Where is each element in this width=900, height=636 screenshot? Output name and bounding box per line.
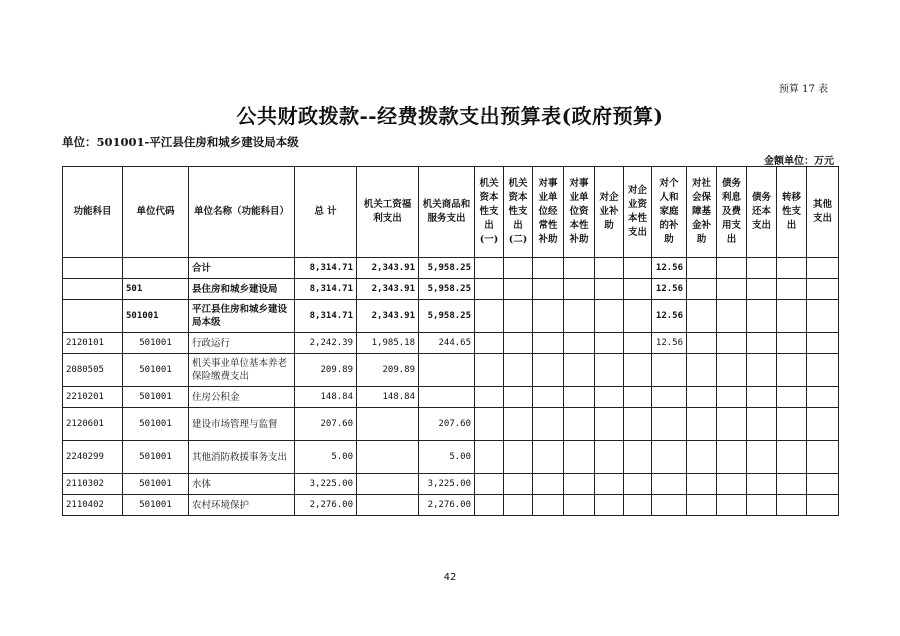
empty-cell: [564, 354, 595, 387]
empty-cell: [807, 258, 839, 279]
table-row: [63, 279, 839, 300]
empty-cell: [777, 474, 807, 495]
empty-cell: [687, 441, 717, 474]
empty-cell: [687, 354, 717, 387]
wage-welfare-cell: 1,985.18: [357, 333, 419, 354]
empty-cell: [564, 387, 595, 408]
empty-cell: [564, 333, 595, 354]
header-cell: 对企业资本性支出: [624, 167, 652, 258]
empty-cell: [595, 474, 624, 495]
empty-cell: [533, 495, 564, 516]
unit-code-cell: 501001: [123, 387, 189, 408]
total-cell: 8,314.71: [295, 258, 357, 279]
empty-cell: [807, 300, 839, 333]
total-cell: 148.84: [295, 387, 357, 408]
empty-cell: [533, 408, 564, 441]
unit-code-cell: 501001: [123, 333, 189, 354]
empty-cell: [747, 408, 777, 441]
function-code-cell: [63, 258, 123, 279]
unit-label: 单位：501001-平江县住房和城乡建设局本级: [62, 135, 299, 149]
personal-subsidy-cell: 12.56: [652, 333, 687, 354]
unit-code-cell: [123, 258, 189, 279]
header-cell: 对企业补助: [595, 167, 624, 258]
empty-cell: [777, 354, 807, 387]
empty-cell: [807, 354, 839, 387]
table-row: [63, 441, 839, 474]
empty-cell: [595, 387, 624, 408]
unit-name-cell: 农村环境保护: [189, 495, 295, 516]
empty-cell: [624, 387, 652, 408]
header-cell: 转移性支出: [777, 167, 807, 258]
wage-welfare-cell: [357, 441, 419, 474]
unit-name-cell: 住房公积金: [189, 387, 295, 408]
total-cell: 207.60: [295, 408, 357, 441]
empty-cell: [533, 258, 564, 279]
table-row: [63, 387, 839, 408]
empty-cell: [504, 474, 533, 495]
table-row: [63, 408, 839, 441]
goods-services-cell: 207.60: [419, 408, 475, 441]
budget-table: [62, 166, 839, 516]
empty-cell: [564, 441, 595, 474]
empty-cell: [504, 300, 533, 333]
empty-cell: [807, 495, 839, 516]
empty-cell: [624, 408, 652, 441]
unit-code-cell: 501001: [123, 474, 189, 495]
empty-cell: [564, 279, 595, 300]
empty-cell: [475, 441, 504, 474]
unit-code-cell: 501001: [123, 495, 189, 516]
goods-services-cell: 2,276.00: [419, 495, 475, 516]
wage-welfare-cell: [357, 474, 419, 495]
empty-cell: [595, 354, 624, 387]
header-cell: 机关资本性支出(一): [475, 167, 504, 258]
wage-welfare-cell: 2,343.91: [357, 300, 419, 333]
empty-cell: [595, 495, 624, 516]
table-body: [63, 258, 839, 516]
personal-subsidy-cell: [652, 408, 687, 441]
empty-cell: [717, 408, 747, 441]
unit-code-cell: 501001: [123, 441, 189, 474]
empty-cell: [533, 300, 564, 333]
function-code-cell: 2110402: [63, 495, 123, 516]
header-cell: 机关资本性支出(二): [504, 167, 533, 258]
empty-cell: [777, 279, 807, 300]
empty-cell: [807, 441, 839, 474]
unit-name-cell: 建设市场管理与监督: [189, 408, 295, 441]
header-cell: 总 计: [295, 167, 357, 258]
table-row: [63, 300, 839, 333]
empty-cell: [687, 258, 717, 279]
empty-cell: [595, 279, 624, 300]
wage-welfare-cell: 148.84: [357, 387, 419, 408]
unit-name-cell: 行政运行: [189, 333, 295, 354]
unit-code-cell: 501: [123, 279, 189, 300]
personal-subsidy-cell: [652, 387, 687, 408]
goods-services-cell: 5.00: [419, 441, 475, 474]
empty-cell: [533, 441, 564, 474]
empty-cell: [624, 258, 652, 279]
total-cell: 3,225.00: [295, 474, 357, 495]
wage-welfare-cell: 2,343.91: [357, 258, 419, 279]
empty-cell: [624, 300, 652, 333]
wage-welfare-cell: 2,343.91: [357, 279, 419, 300]
empty-cell: [595, 258, 624, 279]
unit-code-cell: 501001: [123, 300, 189, 333]
empty-cell: [475, 279, 504, 300]
empty-cell: [687, 279, 717, 300]
table-row: [63, 474, 839, 495]
amount-unit-label: 金额单位：万元: [764, 156, 834, 167]
personal-subsidy-cell: [652, 354, 687, 387]
table-number: 预算 17 表: [778, 84, 828, 95]
empty-cell: [475, 258, 504, 279]
unit-name-cell: 机关事业单位基本养老保险缴费支出: [189, 354, 295, 387]
goods-services-cell: 5,958.25: [419, 300, 475, 333]
header-cell: 债务还本支出: [747, 167, 777, 258]
empty-cell: [687, 474, 717, 495]
total-cell: 5.00: [295, 441, 357, 474]
table-row: [63, 354, 839, 387]
empty-cell: [475, 300, 504, 333]
empty-cell: [533, 279, 564, 300]
personal-subsidy-cell: [652, 441, 687, 474]
empty-cell: [747, 333, 777, 354]
empty-cell: [504, 333, 533, 354]
personal-subsidy-cell: 12.56: [652, 300, 687, 333]
empty-cell: [595, 408, 624, 441]
empty-cell: [777, 258, 807, 279]
total-cell: 8,314.71: [295, 279, 357, 300]
personal-subsidy-cell: 12.56: [652, 279, 687, 300]
empty-cell: [533, 474, 564, 495]
table-row: [63, 495, 839, 516]
header-row: [63, 167, 839, 258]
unit-code-cell: 501001: [123, 354, 189, 387]
empty-cell: [564, 495, 595, 516]
header-cell: 对个人和家庭的补助: [652, 167, 687, 258]
total-cell: 2,242.39: [295, 333, 357, 354]
empty-cell: [807, 474, 839, 495]
empty-cell: [807, 279, 839, 300]
empty-cell: [747, 258, 777, 279]
empty-cell: [777, 300, 807, 333]
empty-cell: [747, 474, 777, 495]
empty-cell: [533, 387, 564, 408]
empty-cell: [564, 408, 595, 441]
empty-cell: [595, 441, 624, 474]
empty-cell: [807, 333, 839, 354]
header-cell: 机关商品和服务支出: [419, 167, 475, 258]
header-cell: 功能科目: [63, 167, 123, 258]
empty-cell: [475, 387, 504, 408]
empty-cell: [747, 354, 777, 387]
empty-cell: [777, 387, 807, 408]
personal-subsidy-cell: [652, 474, 687, 495]
empty-cell: [564, 258, 595, 279]
goods-services-cell: 3,225.00: [419, 474, 475, 495]
empty-cell: [717, 441, 747, 474]
empty-cell: [564, 474, 595, 495]
empty-cell: [807, 408, 839, 441]
function-code-cell: [63, 279, 123, 300]
header-cell: 其他支出: [807, 167, 839, 258]
empty-cell: [624, 354, 652, 387]
function-code-cell: 2240299: [63, 441, 123, 474]
header-cell: 单位名称（功能科目）: [189, 167, 295, 258]
empty-cell: [717, 300, 747, 333]
empty-cell: [504, 387, 533, 408]
function-code-cell: 2080505: [63, 354, 123, 387]
empty-cell: [687, 408, 717, 441]
empty-cell: [717, 474, 747, 495]
function-code-cell: 2210201: [63, 387, 123, 408]
table-row: [63, 333, 839, 354]
goods-services-cell: 5,958.25: [419, 279, 475, 300]
goods-services-cell: [419, 354, 475, 387]
personal-subsidy-cell: [652, 495, 687, 516]
function-code-cell: [63, 300, 123, 333]
empty-cell: [504, 441, 533, 474]
unit-name-cell: 合计: [189, 258, 295, 279]
header-cell: 对社会保障基金补助: [687, 167, 717, 258]
empty-cell: [504, 408, 533, 441]
page-title: 公共财政拨款--经费拨款支出预算表(政府预算): [236, 104, 664, 128]
header-cell: 单位代码: [123, 167, 189, 258]
total-cell: 8,314.71: [295, 300, 357, 333]
empty-cell: [624, 474, 652, 495]
empty-cell: [533, 354, 564, 387]
empty-cell: [777, 495, 807, 516]
unit-name-cell: 水体: [189, 474, 295, 495]
personal-subsidy-cell: 12.56: [652, 258, 687, 279]
empty-cell: [475, 495, 504, 516]
empty-cell: [475, 408, 504, 441]
empty-cell: [747, 387, 777, 408]
wage-welfare-cell: [357, 408, 419, 441]
unit-code-cell: 501001: [123, 408, 189, 441]
empty-cell: [504, 258, 533, 279]
function-code-cell: 2120101: [63, 333, 123, 354]
empty-cell: [747, 300, 777, 333]
empty-cell: [504, 279, 533, 300]
wage-welfare-cell: [357, 495, 419, 516]
function-code-cell: 2120601: [63, 408, 123, 441]
empty-cell: [777, 441, 807, 474]
empty-cell: [624, 495, 652, 516]
empty-cell: [624, 279, 652, 300]
empty-cell: [717, 354, 747, 387]
empty-cell: [687, 387, 717, 408]
empty-cell: [564, 300, 595, 333]
header-cell: 机关工资福利支出: [357, 167, 419, 258]
empty-cell: [475, 354, 504, 387]
goods-services-cell: 244.65: [419, 333, 475, 354]
empty-cell: [717, 333, 747, 354]
empty-cell: [747, 441, 777, 474]
goods-services-cell: [419, 387, 475, 408]
unit-name-cell: 平江县住房和城乡建设局本级: [189, 300, 295, 333]
empty-cell: [747, 495, 777, 516]
total-cell: 2,276.00: [295, 495, 357, 516]
wage-welfare-cell: 209.89: [357, 354, 419, 387]
page-number: 42: [443, 572, 457, 583]
header-cell: 债务利息及费用支出: [717, 167, 747, 258]
empty-cell: [475, 333, 504, 354]
empty-cell: [687, 300, 717, 333]
empty-cell: [504, 354, 533, 387]
unit-name-cell: 其他消防救援事务支出: [189, 441, 295, 474]
empty-cell: [475, 474, 504, 495]
empty-cell: [504, 495, 533, 516]
empty-cell: [717, 387, 747, 408]
empty-cell: [777, 333, 807, 354]
empty-cell: [717, 279, 747, 300]
function-code-cell: 2110302: [63, 474, 123, 495]
empty-cell: [624, 441, 652, 474]
empty-cell: [717, 258, 747, 279]
header-cell: 对事业单位经常性补助: [533, 167, 564, 258]
empty-cell: [595, 333, 624, 354]
empty-cell: [687, 333, 717, 354]
empty-cell: [717, 495, 747, 516]
header-cell: 对事业单位资本性补助: [564, 167, 595, 258]
empty-cell: [777, 408, 807, 441]
empty-cell: [624, 333, 652, 354]
empty-cell: [747, 279, 777, 300]
total-cell: 209.89: [295, 354, 357, 387]
goods-services-cell: 5,958.25: [419, 258, 475, 279]
table-row: [63, 258, 839, 279]
empty-cell: [595, 300, 624, 333]
empty-cell: [533, 333, 564, 354]
empty-cell: [807, 387, 839, 408]
empty-cell: [687, 495, 717, 516]
unit-name-cell: 县住房和城乡建设局: [189, 279, 295, 300]
